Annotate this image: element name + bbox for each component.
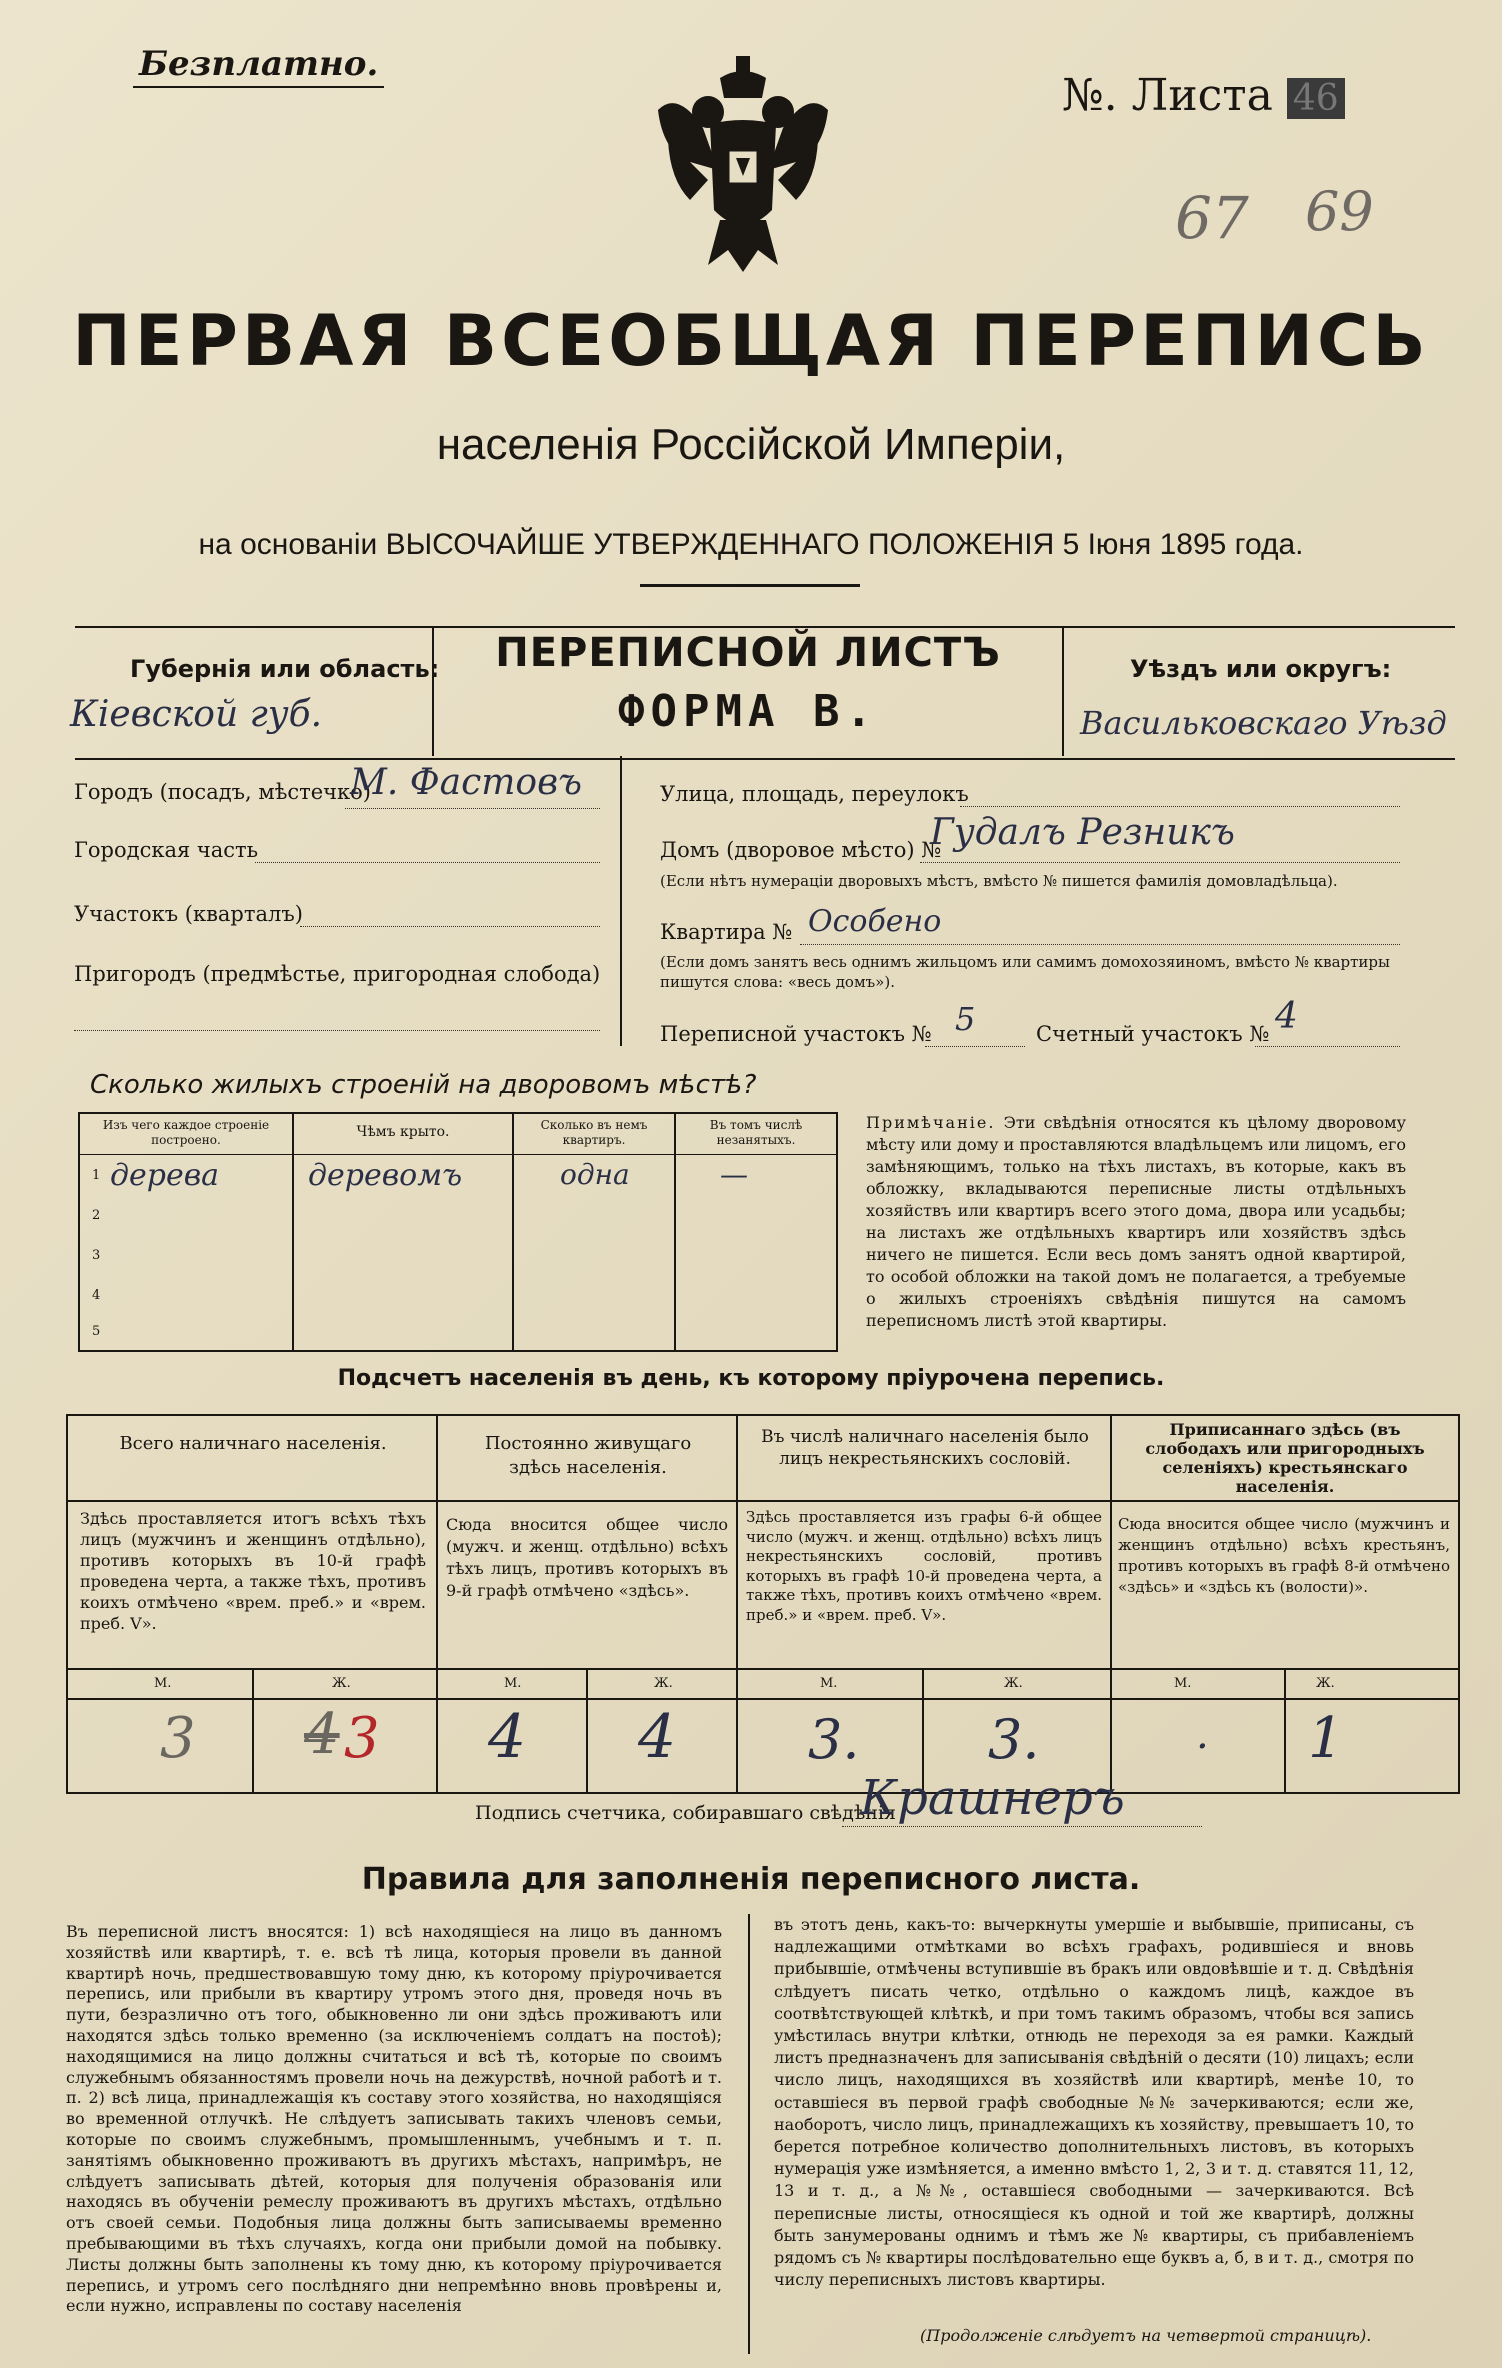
free-label: Безплатно.	[133, 44, 384, 88]
row-number: 1	[92, 1168, 101, 1183]
suburb-line	[74, 1030, 600, 1031]
header-apartments: Сколько въ немъ квартиръ.	[540, 1118, 648, 1147]
population-text-nonpeasant: Здѣсь проставляется изъ графы 6-й общее число (мужч. и женщ. отдѣльно) всѣхъ лицъ некрестьянскихъ сословій, противъ которыхъ въ графѣ 10-й проведена черта, а также тѣхъ, противъ коихъ отмѣчено «врем. преб.» и «врем. преб. V».	[746, 1508, 1102, 1624]
signature-value: Крашнеръ	[860, 1770, 1125, 1826]
divider	[1062, 626, 1064, 756]
district-line	[300, 926, 600, 927]
divider	[252, 1668, 254, 1792]
census-district-value: 5	[955, 1000, 976, 1038]
f-label: Ж.	[332, 1676, 351, 1691]
peasant-male-value: .	[1196, 1712, 1209, 1758]
note-label: Примѣчаніе.	[866, 1113, 996, 1132]
rules-right-column: въ этотъ день, какъ-то: вычеркнуты умершіе и выбывшіе, приписаны, съ надлежащими отмѣтками во всѣхъ графахъ, родившіеся и вновь прибывшіе, отмѣчены вступившіе въ бракъ или овдовѣвшіе и т. д. Свѣдѣнія слѣдуетъ писать четко, отдѣльно о каждомъ лицѣ, каждое въ соотвѣтствующей клѣткѣ, и при томъ такимъ образомъ, чтобы вся запись умѣстилась внутри клѣтки, отнюдь не переходя за ея рамки. Каждый листъ предназначенъ для записыванія свѣдѣній о десяти (10) лицахъ; если число лицъ, находящихся въ хозяйствѣ или квартирѣ, менѣе 10, то оставшіеся въ первой графѣ свободные №№ зачеркиваются; если же, наоборотъ, число лицъ, принадлежащихъ къ хозяйству, превышаетъ 10, то берется потребное количество дополнительныхъ листовъ, въ которыхъ нумерація уже измѣняется, а именно вмѣсто 1, 2, 3 и т. д. ставятся 11, 12, 13 и т. д., а №№, оставшіеся свободными — зачеркиваются. Всѣ переписные листы, относящіеся къ одной и той же квартирѣ, должны быть занумерованы однимъ и тѣмъ же № квартиры, съ прибавленіемъ рядомъ съ № квартиры послѣдовательно еще буквъ а, б, в и т. д., смотря по числу переписныхъ листовъ квартиры.	[774, 1915, 1414, 2290]
subtitle: населенія Россійской Имперіи,	[436, 420, 1066, 469]
city-line	[345, 808, 600, 809]
sheet-title: ПЕРЕПИСНОЙ ЛИСТЪ	[495, 630, 1001, 676]
apartment-label: Квартира №	[660, 920, 793, 944]
city-value: М. Фастовъ	[350, 762, 583, 803]
row-number: 2	[92, 1208, 101, 1223]
double-headed-eagle-icon	[648, 50, 838, 280]
census-district-line	[925, 1046, 1025, 1047]
row-number: 4	[92, 1288, 101, 1303]
permanent-female-value: 4	[638, 1702, 677, 1772]
divider	[748, 1914, 750, 2354]
m-label: М.	[154, 1676, 172, 1691]
divider	[586, 1668, 588, 1792]
table-header-row	[80, 1114, 836, 1155]
header-roof: Чѣмъ крыто.	[356, 1124, 450, 1140]
population-head-peasant: Приписаннаго здѣсь (въ слободахъ или пригородныхъ селеніяхъ) крестьянскаго населенія.	[1145, 1420, 1425, 1496]
population-text-total: Здѣсь проставляется итогъ всѣхъ тѣхъ лицъ (мужчинъ и женщинъ отдѣльно), противъ которыхъ въ 10-й графѣ проведена черта, а также тѣхъ, противъ коихъ отмѣчено «врем. преб.» и «врем. преб. V».	[80, 1509, 426, 1633]
row-number: 5	[92, 1324, 101, 1339]
f-label: Ж.	[654, 1676, 673, 1691]
population-text-peasant: Сюда вносится общее число (мужчинъ и женщинъ отдѣльно) всѣхъ крестьянъ, противъ которыхъ въ графѣ 8-й отмѣчено «здѣсь» и «здѣсь къ (волости)».	[1118, 1515, 1450, 1596]
population-head-nonpeasant: Въ числѣ наличнаго населенія было лицъ некрестьянскихъ сословій.	[761, 1427, 1089, 1469]
rules-title: Правила для заполненія переписного листа.	[361, 1862, 1141, 1897]
buildings-question: Сколько жилыхъ строеній на дворовомъ мѣстѣ?	[90, 1070, 757, 1100]
divider	[640, 584, 860, 587]
apartment-note: (Если домъ занятъ весь однимъ жильцомъ или самимъ домохозяиномъ, вмѣсто № квартиры пишутся слова: «весь домъ»).	[660, 953, 1390, 991]
m-label: М.	[1174, 1676, 1192, 1691]
city-label: Городъ (посадъ, мѣстечко)	[74, 780, 372, 804]
hand-number-a: 67	[1175, 184, 1249, 252]
sheet-number-label-text: №. Листа	[1062, 70, 1273, 121]
table-row	[80, 1198, 836, 1236]
population-text-permanent: Сюда вносится общее число (мужч. и женщ. отдѣльно) всѣхъ тѣхъ лицъ, противъ которыхъ въ 9-й графѣ отмѣчено «здѣсь».	[446, 1515, 728, 1600]
apartment-value: Особено	[808, 904, 942, 939]
table-row	[80, 1238, 836, 1276]
header-material: Изъ чего каждое строеніе построено.	[102, 1118, 270, 1147]
f-label: Ж.	[1316, 1676, 1335, 1691]
permanent-male-value: 4	[488, 1702, 527, 1772]
table-row	[80, 1278, 836, 1316]
buildings-table	[78, 1112, 838, 1352]
form-label: ФОРМА В.	[618, 686, 878, 737]
uezd-value: Васильковскаго Уѣзд	[1080, 704, 1447, 742]
apartment-line	[800, 944, 1400, 945]
sheet-number-value: 46	[1287, 78, 1345, 119]
peasant-female-value: 1	[1308, 1706, 1344, 1771]
header-vacant: Въ томъ числѣ незанятыхъ.	[709, 1118, 803, 1147]
total-female-struck-value: 4	[304, 1702, 340, 1767]
gubernia-label: Губернія или область:	[130, 655, 440, 683]
house-label: Домъ (дворовое мѣсто) №	[660, 838, 942, 862]
table-row	[80, 1158, 836, 1196]
divider	[436, 1416, 438, 1792]
rules-continued: (Продолженіе слѣдуетъ на четвертой страницѣ).	[920, 2326, 1372, 2345]
uezd-label: Уѣздъ или округъ:	[1130, 655, 1392, 683]
rules-left-column: Въ переписной листъ вносятся: 1) всѣ находящіеся на лицо въ данномъ хозяйствѣ или квартирѣ, т. е. всѣ тѣ лица, которыя провели въ данной квартирѣ ночь, предшествовавшую тому дню, къ которому пріурочивается перепись, или прибыли въ квартиру утромъ этого дня, проведя ночь въ пути, безразлично отъ того, обыкновенно ли они здѣсь проживаютъ или находятся здѣсь только временно (за исключеніемъ солдатъ на постоѣ); находящимися на лицо должны считаться и всѣ тѣ, которые по своимъ служебнымъ обязанностямъ провели ночь на дежурствѣ, ночной работѣ и т. п. 2) всѣ лица, принадлежащія къ составу этого хозяйства, но находящіяся во временной отлучкѣ. Не слѣдуетъ записывать такихъ членовъ семьи, которые по своимъ служебнымъ, промышленнымъ, учебнымъ и т. п. занятіямъ обыкновенно проживаютъ въ другихъ мѣстахъ, напримѣръ, не слѣдуетъ записывать дѣтей, которыя для полученія образованія или находясь въ обученіи ремеслу проживаютъ въ другихъ мѣстахъ, отдѣльно отъ своей семьи. Подобныя лица должны быть записываемы временно пребывающими въ тѣхъ случаяхъ, когда они прибыли домой на побывку. Листы должны быть заполнены къ тому дню, къ которому пріурочивается перепись, и утромъ сего послѣдняго дни непремѣнно вновь провѣрены и, если нужно, исправлены по составу населенія	[66, 1922, 722, 2316]
counting-district-line	[1255, 1046, 1400, 1047]
row-apartments: одна	[560, 1158, 630, 1191]
house-note: (Если нѣтъ нумераціи дворовыхъ мѣстъ, вмѣсто № пишется фамилія домовладѣльца).	[660, 872, 1338, 890]
suburb-label: Пригородъ (предмѣстье, пригородная слобода)	[74, 962, 601, 986]
district-label: Участокъ (кварталъ)	[74, 902, 303, 926]
m-label: М.	[820, 1676, 838, 1691]
divider	[68, 1500, 1458, 1502]
row-vacant: —	[720, 1158, 748, 1191]
total-female-value: 3	[344, 1706, 380, 1771]
divider	[736, 1416, 738, 1792]
population-head-total: Всего наличнаго населенія.	[119, 1433, 387, 1454]
total-male-value: 3	[160, 1706, 196, 1771]
divider	[1284, 1668, 1286, 1792]
hand-number-b: 69	[1305, 180, 1374, 243]
basis-line: на основаніи ВЫСОЧАЙШЕ УТВЕРЖДЕННАГО ПОЛОЖЕНІЯ 5 Іюня 1895 года.	[198, 528, 1304, 561]
divider	[620, 756, 622, 1046]
main-title: ПЕРВАЯ ВСЕОБЩАЯ ПЕРЕПИСЬ	[72, 300, 1430, 382]
table-row	[80, 1316, 836, 1348]
note-text: Эти свѣдѣнія относятся къ цѣлому дворовому мѣсту или дому и проставляются владѣльцемъ или лицомъ, его замѣняющимъ, только на тѣхъ листахъ, въ которые, какъ въ обложку, вкладываются переписные листы отдѣльныхъ хозяйствъ или квартиръ всего этого дома, двора или усадьбы; на листахъ же отдѣльныхъ квартиръ или хозяйствъ здѣсь ничего не пишется. Если весь домъ занятъ одной квартирой, то особой обложки на такой домъ не полагается, а требуемые о жилыхъ строеніяхъ свѣдѣнія пишутся на самомъ переписномъ листѣ этой квартиры.	[866, 1113, 1406, 1330]
divider	[68, 1668, 1458, 1670]
signature-label: Подпись счетчика, собиравшаго свѣдѣнія	[475, 1802, 896, 1824]
counting-district-value: 4	[1275, 996, 1298, 1037]
census-district-label: Переписной участокъ №	[660, 1022, 932, 1046]
city-part-label: Городская часть	[74, 838, 259, 862]
f-label: Ж.	[1004, 1676, 1023, 1691]
m-label: М.	[504, 1676, 522, 1691]
house-value: Гудалъ Резникъ	[930, 812, 1235, 853]
nonpeasant-male-value: 3.	[808, 1708, 860, 1771]
gubernia-value: Кіевской губ.	[70, 694, 323, 735]
population-head-permanent: Постоянно живущаго здѣсь населенія.	[484, 1433, 692, 1478]
city-part-line	[255, 862, 600, 863]
row-roof: деревомъ	[308, 1158, 463, 1193]
population-title: Подсчетъ населенія въ день, къ которому пріурочена перепись.	[337, 1366, 1165, 1391]
house-line	[920, 862, 1400, 863]
sheet-number-label	[1062, 70, 1345, 121]
divider	[68, 1698, 1458, 1700]
nonpeasant-female-value: 3.	[988, 1708, 1040, 1771]
counting-district-label: Счетный участокъ №	[1036, 1022, 1270, 1046]
row-number: 3	[92, 1248, 101, 1263]
street-line	[960, 806, 1400, 807]
street-label: Улица, площадь, переулокъ	[660, 782, 969, 806]
population-table	[66, 1414, 1460, 1794]
buildings-note	[866, 1112, 1406, 1332]
signature-line	[842, 1826, 1202, 1827]
row-material: дерева	[110, 1158, 220, 1193]
divider	[1110, 1416, 1112, 1792]
